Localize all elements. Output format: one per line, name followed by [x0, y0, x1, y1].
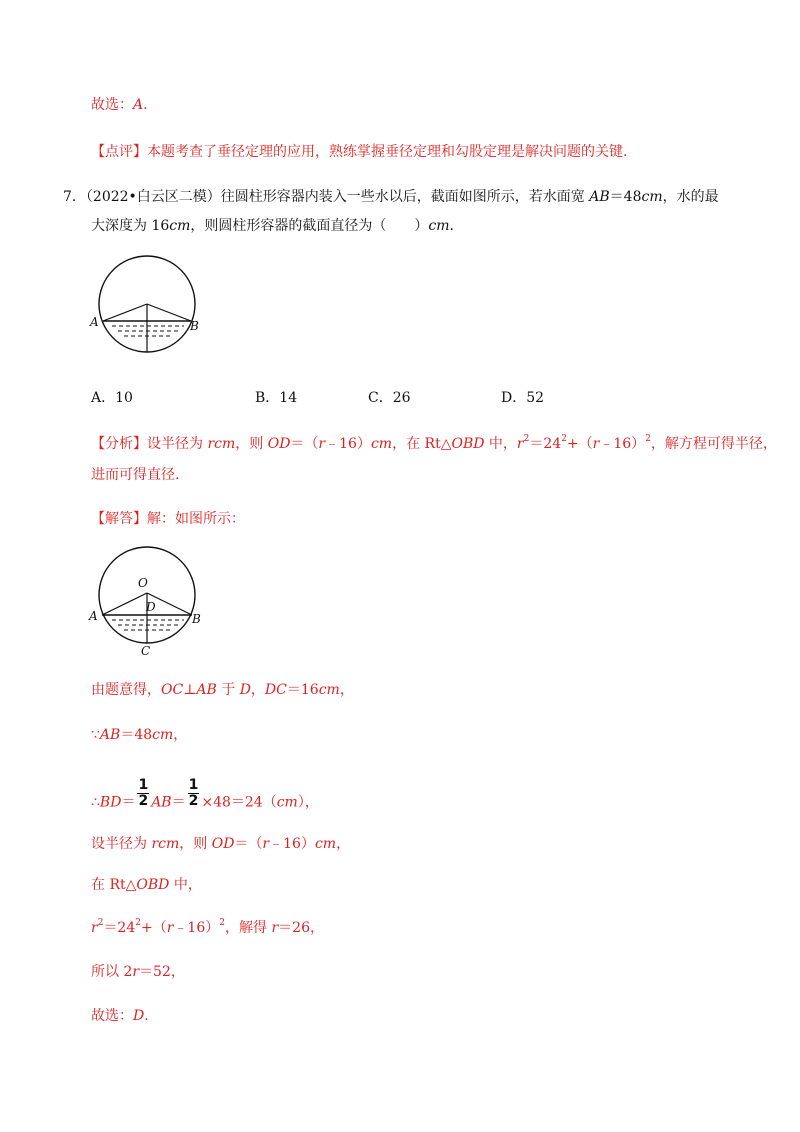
exponent: 2 — [523, 434, 530, 445]
option-letter: B． — [255, 390, 280, 406]
step-text: ＝16 — [286, 682, 319, 698]
analysis-tag: 【分析】 — [91, 436, 147, 452]
question-text-2: 大深度为 16 — [91, 218, 170, 234]
question-line-1 — [63, 187, 719, 207]
step-text: ＝26， — [278, 920, 324, 936]
var-rcm: rcm — [151, 836, 180, 852]
perp-symbol: ⊥ — [183, 682, 197, 698]
var-r: r — [91, 920, 98, 936]
figure2-label-b: B — [192, 612, 201, 626]
option-letter: C． — [368, 390, 393, 406]
analysis-text: ＝24 — [529, 436, 562, 452]
var-oc: OC — [161, 682, 184, 698]
step-text: ×48＝24（ — [201, 794, 277, 811]
step-text: ， — [250, 682, 265, 698]
circle-solution-figure — [88, 545, 208, 657]
var-bd: BD — [99, 794, 122, 811]
step-text: 在 Rt△ — [91, 877, 137, 893]
fraction-denominator: 2 — [188, 793, 199, 809]
question-text-2-end: . — [449, 218, 454, 234]
fraction-half — [188, 778, 200, 809]
unit-cm: cm — [276, 794, 298, 811]
answer-suffix: . — [143, 97, 148, 113]
unit-cm: cm — [152, 727, 174, 743]
option-value: 52 — [526, 390, 545, 406]
previous-comment: 【点评】本题考查了垂径定理的应用，熟练掌握垂径定理和勾股定理是解决问题的关键. — [91, 144, 628, 160]
step-text: 所以 2 — [91, 964, 133, 980]
figure1-label-b: B — [190, 319, 199, 333]
exponent: 2 — [645, 434, 651, 445]
unit-cm-3: cm — [428, 218, 450, 234]
analysis-text: +（ — [566, 436, 593, 452]
unit-cm: cm — [641, 189, 663, 205]
step-text: 故选： — [91, 1008, 133, 1024]
step-text: ＝24 — [103, 920, 136, 936]
step-text: ，则 — [179, 836, 212, 852]
step-text: ﹣16） — [269, 836, 315, 852]
analysis-text: ，在 Rt△ — [392, 436, 452, 452]
fraction-half — [137, 778, 149, 809]
step-text: ， — [339, 682, 354, 698]
var-rcm: rcm — [207, 436, 236, 452]
ab-value: ＝48 — [609, 189, 642, 205]
step-text: ＝（ — [234, 836, 263, 852]
answer-prefix: 故选： — [91, 97, 133, 113]
var-r: r — [132, 964, 140, 980]
var-r: r — [516, 436, 524, 452]
option-d[interactable] — [501, 388, 544, 408]
exponent: 2 — [219, 918, 225, 929]
step-6 — [91, 918, 324, 938]
unit-cm-2: cm — [169, 218, 191, 234]
option-value: 14 — [279, 390, 298, 406]
exponent: 2 — [135, 918, 141, 929]
var-od: OD — [211, 836, 235, 852]
figure2-label-c: C — [141, 644, 151, 657]
step-1 — [91, 680, 354, 700]
answer-choice: D — [133, 1008, 145, 1024]
step-3 — [91, 777, 319, 818]
option-letter: D． — [501, 390, 527, 406]
option-value: 26 — [392, 390, 411, 406]
question-number: 7． — [63, 189, 86, 205]
step-text: +（ — [141, 920, 167, 936]
var-r: r — [262, 836, 270, 852]
analysis-line-2: 进而可得直径. — [91, 467, 180, 483]
question-text-1: （2022•白云区二模）往圆柱形容器内装入一些水以后，截面如图所示，若水面宽 — [85, 189, 590, 205]
step-text: 中， — [169, 877, 202, 893]
step-7 — [91, 962, 185, 982]
step-text: ）， — [297, 794, 319, 811]
step-text: ﹣16） — [173, 920, 220, 936]
step-text: . — [144, 1008, 149, 1024]
option-letter: A． — [91, 390, 116, 406]
analysis-text: 中， — [484, 436, 517, 452]
figure2-label-o: O — [138, 576, 148, 590]
option-c[interactable] — [368, 388, 411, 408]
var-ab: AB — [99, 727, 121, 743]
fraction-denominator: 2 — [138, 793, 149, 809]
option-value: 10 — [115, 390, 133, 406]
step-2 — [91, 725, 187, 745]
var-ab: AB — [196, 682, 217, 698]
exponent: 2 — [97, 918, 104, 929]
step-4 — [91, 834, 350, 854]
solution-heading — [91, 509, 245, 529]
question-text-1-end: ，水的最 — [662, 189, 719, 205]
step-text: ， — [336, 836, 351, 852]
var-r: r — [318, 436, 326, 452]
var-obd: OBD — [136, 877, 170, 893]
analysis-line-1 — [91, 434, 777, 454]
previous-answer — [91, 95, 148, 115]
step-text: 由题意得， — [91, 682, 161, 698]
solution-tag: 【解答】 — [91, 511, 147, 527]
analysis-text: ，解方程可得半径， — [650, 436, 777, 452]
option-b[interactable] — [255, 388, 297, 408]
step-text: 于 — [216, 682, 240, 698]
unit-cm: cm — [318, 682, 340, 698]
var-r: r — [166, 920, 174, 936]
step-text: 设半径为 — [91, 836, 152, 852]
step-text: ＝ — [121, 794, 136, 811]
var-ab: AB — [589, 189, 610, 205]
analysis-text: ﹣16） — [325, 436, 371, 452]
final-answer — [91, 1006, 149, 1026]
analysis-text: ＝（ — [290, 436, 319, 452]
question-text-2-mid: ，则圆柱形容器的截面直径为（ ） — [190, 218, 429, 234]
var-r: r — [592, 436, 600, 452]
option-a[interactable] — [91, 388, 133, 408]
question-line-2 — [91, 216, 454, 236]
var-obd: OBD — [451, 436, 485, 452]
step-text: ＝48 — [120, 727, 153, 743]
answer-options — [91, 388, 691, 408]
step-text: ，解得 — [225, 920, 272, 936]
figure1-label-a: A — [90, 315, 99, 329]
unit-cm: cm — [314, 836, 337, 852]
var-od: OD — [267, 436, 291, 452]
analysis-text: ，则 — [235, 436, 268, 452]
step-text: ＝ — [171, 794, 186, 811]
var-dc: DC — [264, 682, 287, 698]
fraction-numerator: 1 — [138, 777, 149, 793]
var-ab: AB — [151, 794, 172, 811]
because-symbol: ∵ — [91, 727, 100, 743]
unit-cm: cm — [370, 436, 393, 452]
var-d: D — [239, 682, 251, 698]
answer-choice: A — [133, 97, 144, 113]
step-5 — [91, 875, 202, 895]
fraction-numerator: 1 — [188, 777, 199, 793]
therefore-symbol: ∴ — [91, 794, 100, 811]
figure2-label-d: D — [146, 600, 156, 614]
solution-text: 解：如图所示： — [147, 511, 245, 527]
circle-water-figure — [88, 255, 208, 355]
step-text: ， — [173, 727, 188, 743]
step-text: ＝52， — [139, 964, 185, 980]
analysis-text: ﹣16） — [599, 436, 646, 452]
figure2-label-a: A — [89, 609, 98, 623]
exponent: 2 — [561, 434, 567, 445]
var-r: r — [271, 920, 279, 936]
analysis-text: 设半径为 — [147, 436, 208, 452]
